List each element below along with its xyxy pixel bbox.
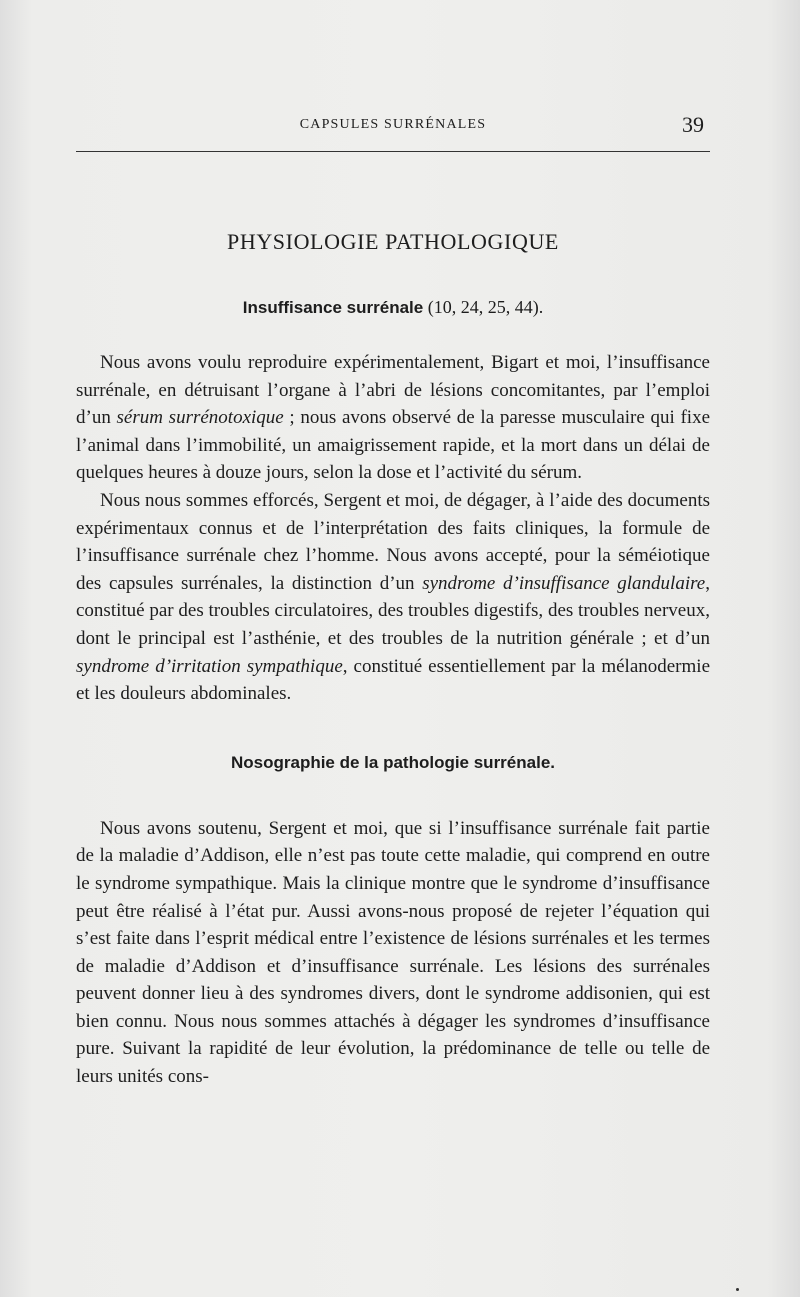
italic-term: syndrome d’irritation sympathique	[76, 655, 343, 677]
section-heading-title: Nosographie de la pathologie surrénale.	[230, 752, 555, 772]
paragraph-experimental	[76, 349, 710, 487]
running-head: CAPSULES SURRÉNALES	[299, 117, 487, 132]
chapter-title: PHYSIOLOGIE PATHOLOGIQUE	[227, 229, 559, 254]
paragraph-text: Nous nous sommes efforcés, Sergent et moi, de dégager, à l’aide des documents expérimentaux connus et de l’interprétation des faits cliniques, la formule de l’insuffisance surrénale chez l’homme. Nous avons accepté, pour la séméiotique des capsules surrénales, la distinction d’un	[76, 489, 710, 594]
section-heading-references: (10, 24, 25, 44).	[423, 297, 544, 317]
page-number: 39	[682, 112, 704, 137]
page-body	[76, 222, 710, 1091]
paragraph-text: , constitué essentiellement par la mélanodermie et les douleurs abdominales.	[76, 655, 710, 705]
section-heading-title: Insuffisance surrénale	[242, 298, 424, 317]
paragraph-text: ; nous avons observé de la paresse musculaire qui fixe l’animal dans l’immobilité, un amaigrissement rapide, et la mort dans un délai de quelques heures à douze jours, selon la dose et l’activité du sérum.	[76, 407, 711, 484]
paragraph-text: Nous avons voulu reproduire expérimentalement, Bigart et moi, l’insuffisance surrénale, en détruisant l’organe à l’abri de lésions concomitantes, par l’emploi d’un	[76, 352, 710, 429]
section-heading-nosographie	[76, 749, 710, 775]
paragraph-nosography: Nous avons soutenu, Sergent et moi, que si l’insuffisance surrénale fait partie de la maladie d’Addison, elle n’est pas toute cette maladie, qui comprend en outre le syndrome sympathique. Mais la clinique montre que le syndrome d’insuffisance peut être réalisé à l’état pur. Aussi avons-nous proposé de rejeter l’équation qui s’est faite dans l’esprit médical entre l’existence de lésions surrénales et les termes de maladie d’Addison et d’insuffisance surrénale. Les lésions des surrénales peuvent donner lieu à des syndromes divers, dont le syndrome addisonien, qui est bien connu. Nous nous sommes attachés à dégager les syndromes d’insuffisance pure. Suivant la rapidité de leur évolution, la prédominance de telle ou telle de leurs unités cons-	[76, 817, 710, 1088]
page-header	[76, 112, 710, 152]
paragraph-text: , constitué par des troubles circulatoires, des troubles digestifs, des troubles nerveux, dont le principal est l’asthénie, et des troubles de la nutrition générale ; et d’un	[76, 572, 710, 649]
italic-term: syndrome d’insuffisance glandulaire	[422, 572, 706, 594]
speck-mark	[736, 1288, 739, 1291]
header-rule	[76, 151, 710, 152]
section-heading-insuffisance	[76, 294, 710, 320]
italic-term: sérum surrénotoxique	[116, 407, 284, 429]
paragraph-clinical	[76, 487, 710, 708]
